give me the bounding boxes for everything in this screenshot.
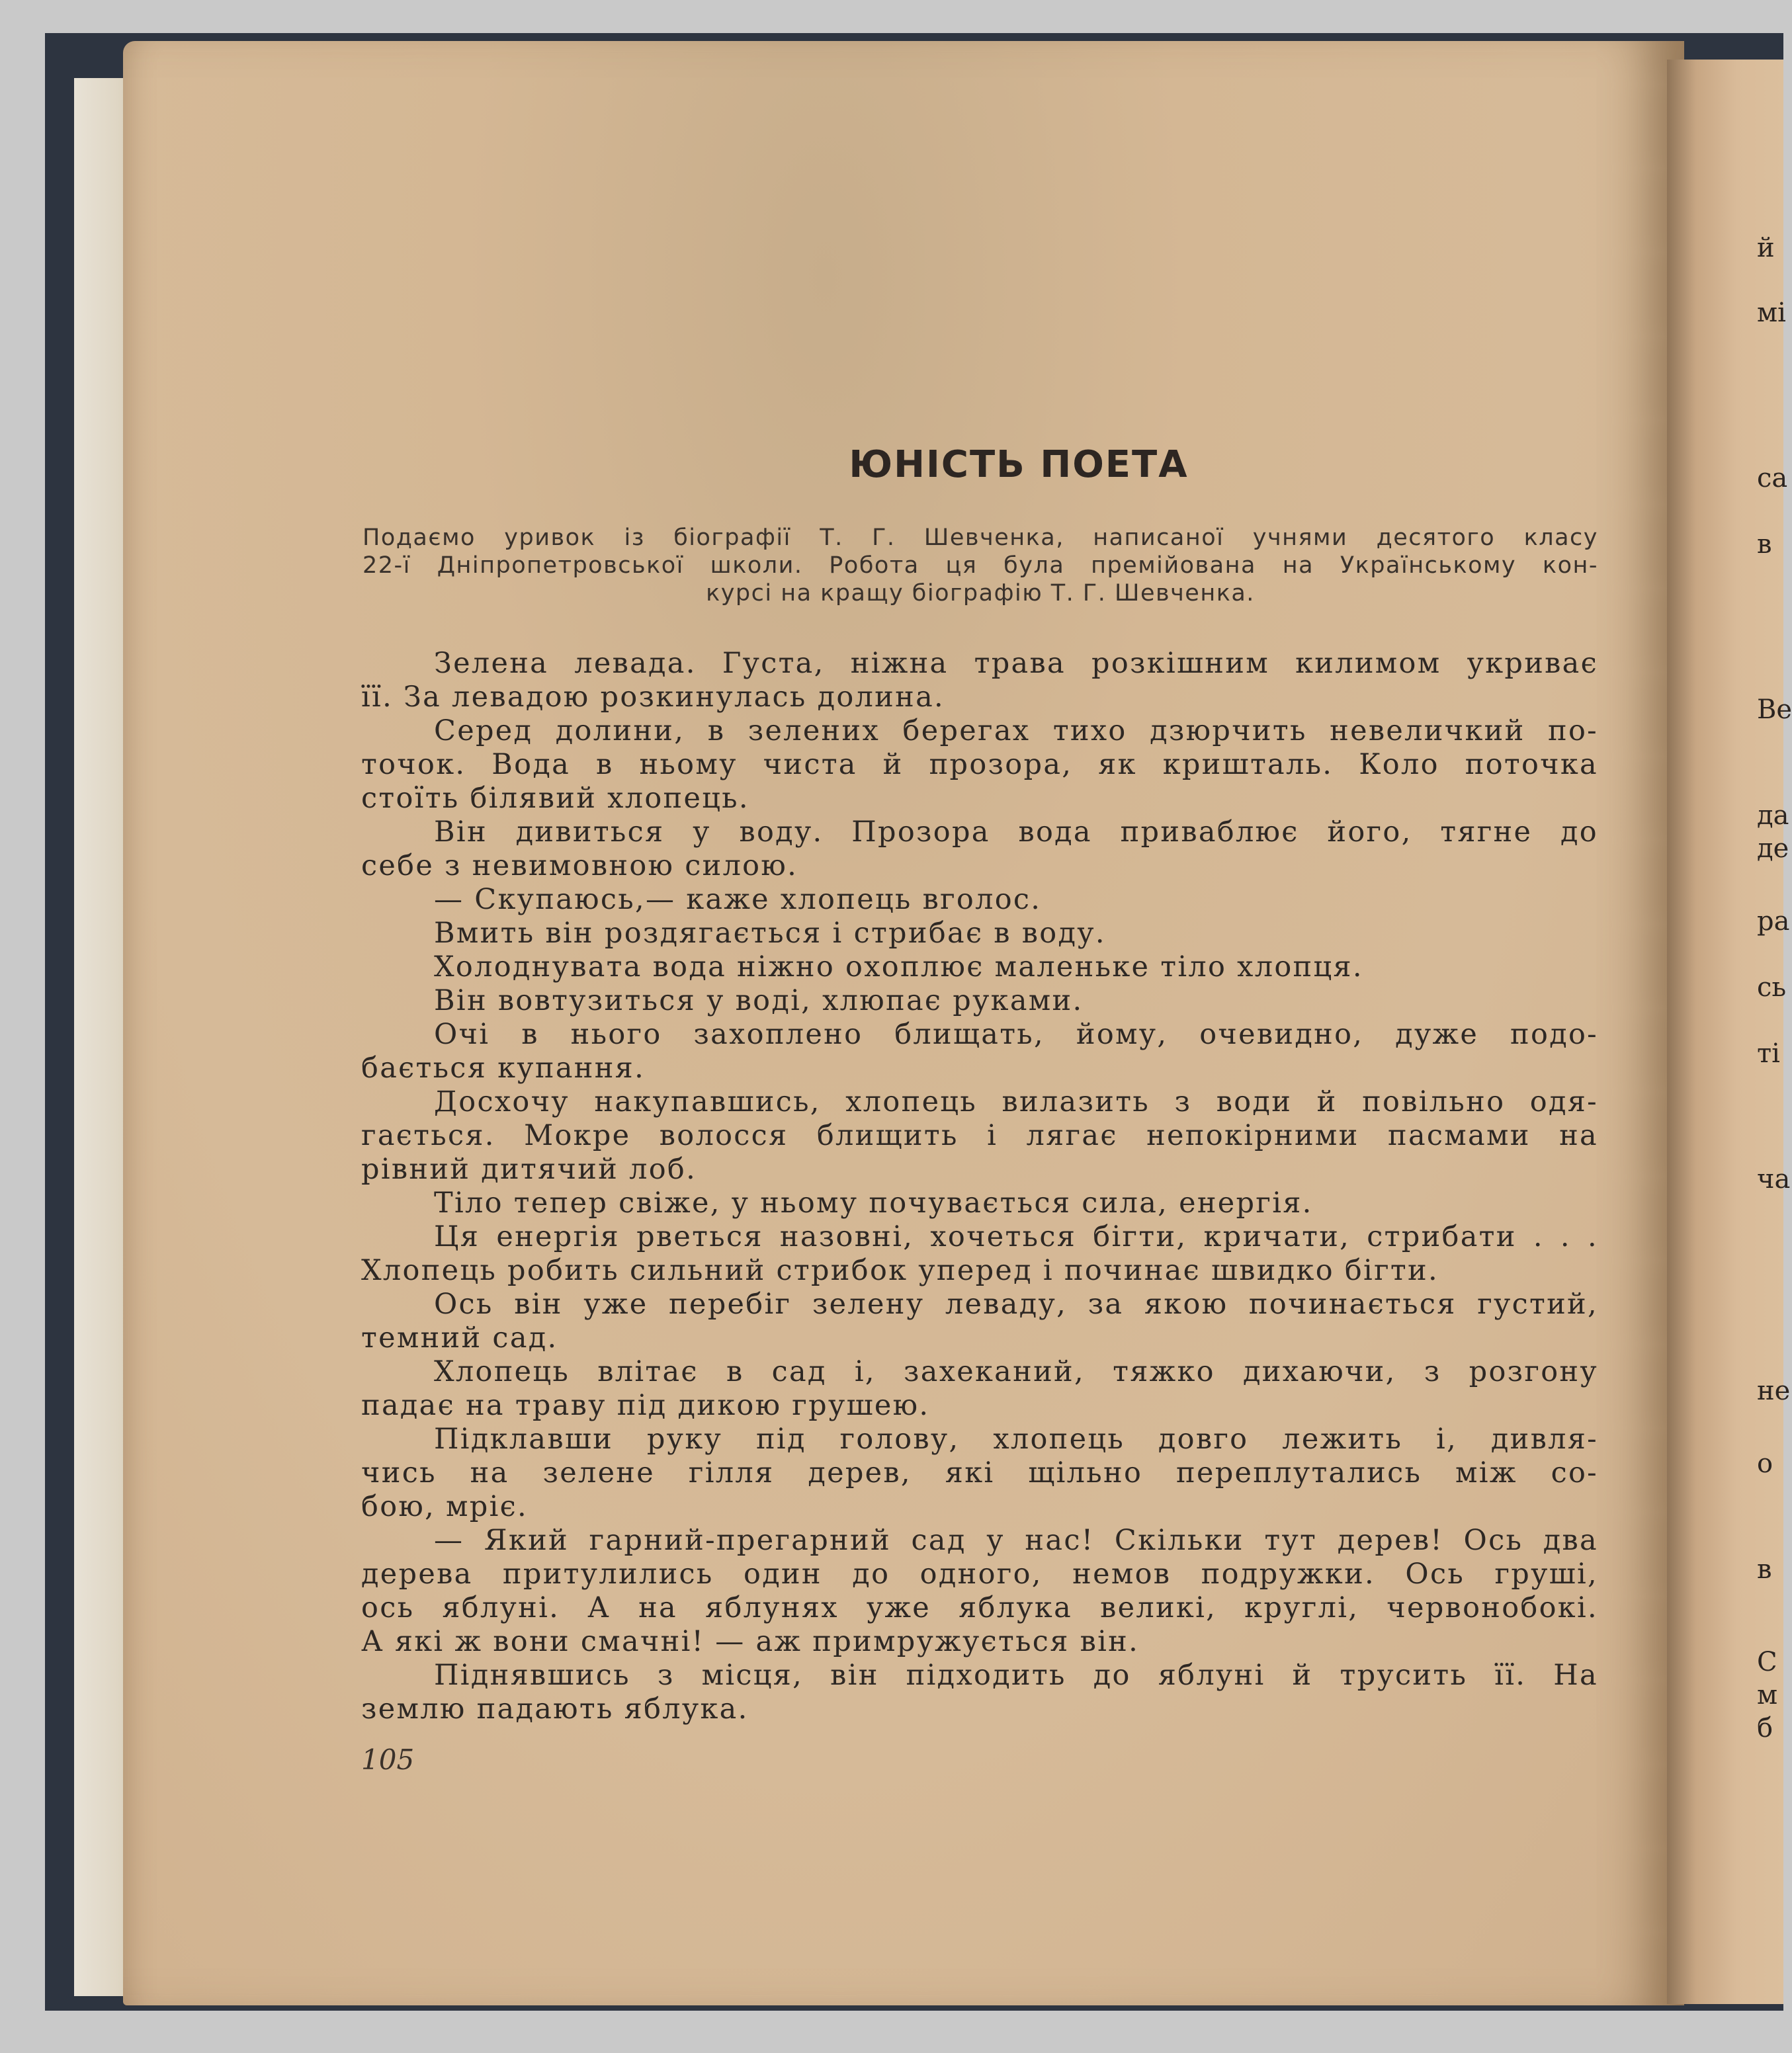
- right-page-fragment: сь: [1757, 972, 1787, 1003]
- right-page-fragment: в: [1757, 1554, 1772, 1585]
- right-page-fragment: в: [1757, 529, 1772, 560]
- body-line: рівний дитячий лоб.: [361, 1153, 697, 1186]
- body-line: точок. Вода в ньому чиста й прозора, як кришталь. Коло поточка: [361, 748, 1598, 781]
- body-line: Зелена левада. Густа, ніжна трава розкішним килимом укриває: [434, 647, 1598, 680]
- body-line: А які ж вони смачні! — аж примружується він.: [361, 1625, 1140, 1658]
- body-line: Тіло тепер свіже, у ньому почувається сила, енергія.: [434, 1187, 1313, 1220]
- right-page-fragment: не: [1757, 1376, 1791, 1406]
- right-page-fragment: м: [1757, 1680, 1778, 1710]
- right-page-fragment: де: [1757, 833, 1789, 864]
- right-page-fragment: б: [1757, 1713, 1773, 1743]
- intro-line: Подаємо уривок із біографії Т. Г. Шевченка, написаної учнями десятого класу: [363, 524, 1598, 551]
- right-page-fragment: ра: [1757, 906, 1790, 937]
- right-page-fragment: ча: [1757, 1164, 1791, 1194]
- body-line: Піднявшись з місця, він підходить до яблуні й трусить її. На: [434, 1659, 1598, 1692]
- body-line: бою, мріє.: [361, 1490, 529, 1523]
- body-line: Вмить він роздягається і стрибає в воду.: [434, 917, 1106, 950]
- body-line: бається купання.: [361, 1052, 646, 1085]
- body-line: Він вовтузиться у воді, хлюпає руками.: [434, 984, 1084, 1017]
- right-page-fragment: мі: [1757, 298, 1786, 328]
- body-line: Ось він уже перебіг зелену леваду, за якою починається густий,: [434, 1288, 1598, 1321]
- right-page-fragment: о: [1757, 1448, 1773, 1479]
- page-number: 105: [361, 1743, 415, 1776]
- body-line: Очі в нього захоплено блищать, йому, очевидно, дуже подо-: [434, 1018, 1598, 1051]
- body-line: стоїть білявий хлопець.: [361, 782, 749, 815]
- body-line: Підклавши руку під голову, хлопець довго лежить і, дивля-: [434, 1423, 1598, 1456]
- page-title: ЮНІСТЬ ПОЕТА: [849, 443, 1189, 486]
- body-line: Хлопець влітає в сад і, захеканий, тяжко дихаючи, з розгону: [434, 1355, 1598, 1388]
- body-line: падає на траву під дикою грушею.: [361, 1389, 930, 1422]
- right-page: [1667, 60, 1792, 2004]
- body-line: Серед долини, в зелених берегах тихо дзюрчить невеличкий по-: [434, 714, 1598, 747]
- right-page-fragment: С: [1757, 1647, 1777, 1677]
- body-line: землю падають яблука.: [361, 1693, 749, 1726]
- body-line: темний сад.: [361, 1321, 558, 1355]
- body-line: Холоднувата вода ніжно охоплює маленьке тіло хлопця.: [434, 950, 1363, 984]
- right-page-fragment: ті: [1757, 1038, 1780, 1069]
- body-line: дерева притулились один до одного, немов подружки. Ось груші,: [361, 1558, 1598, 1591]
- body-text: [361, 647, 1598, 1726]
- intro-line: курсі на кращу біографію Т. Г. Шевченка.: [706, 580, 1255, 607]
- body-line: гається. Мокре волосся блищить і лягає непокірними пасмами на: [361, 1119, 1598, 1152]
- intro-line: 22-ї Дніпропетровської школи. Робота ця була премійована на Українському кон-: [363, 552, 1598, 579]
- body-line: Хлопець робить сильний стрибок уперед і починає швидко бігти.: [361, 1254, 1439, 1287]
- body-line: чись на зелене гілля дерев, які щільно переплутались між со-: [361, 1456, 1598, 1489]
- intro-note: [363, 524, 1598, 607]
- body-line: її. За левадою розкинулась долина.: [361, 681, 945, 714]
- body-line: Він дивиться у воду. Прозора вода приваблює його, тягне до: [434, 816, 1598, 849]
- right-page-fragment: Ве: [1757, 694, 1792, 725]
- body-line: Досхочу накупавшись, хлопець вилазить з води й повільно одя-: [434, 1085, 1598, 1118]
- body-line: — Скупаюсь,— каже хлопець вголос.: [434, 883, 1042, 916]
- right-page-fragment: да: [1757, 800, 1789, 831]
- right-page-fragment: са: [1757, 463, 1788, 493]
- body-line: — Який гарний-прегарний сад у нас! Скільки тут дерев! Ось два: [434, 1524, 1598, 1557]
- right-page-fragment: й: [1757, 233, 1775, 263]
- body-line: себе з невимовною силою.: [361, 849, 798, 882]
- body-line: ось яблуні. А на яблунях уже яблука великі, круглі, червонобокі.: [361, 1591, 1598, 1624]
- body-line: Ця енергія рветься назовні, хочеться бігти, кричати, стрибати . . .: [434, 1220, 1598, 1253]
